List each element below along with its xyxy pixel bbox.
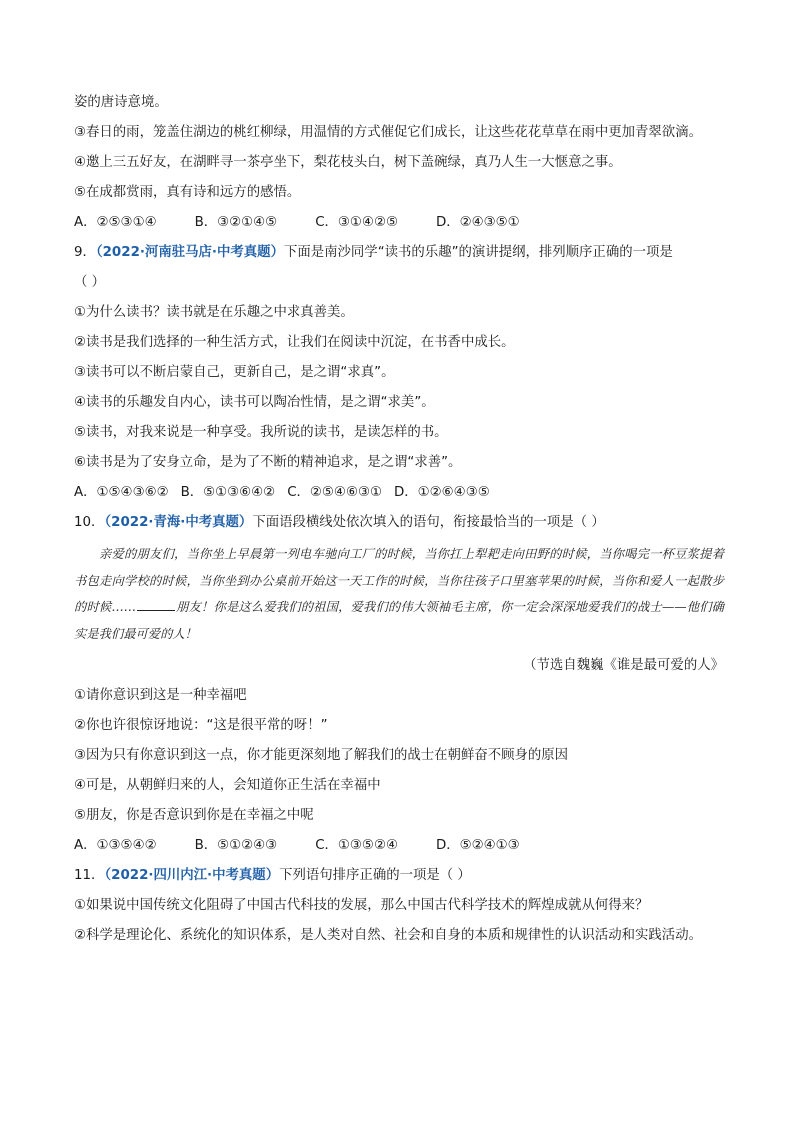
prev-question-continuation: 姿的唐诗意境。 [74,95,168,110]
q11-item-2: ②科学是理论化、系统化的知识体系，是人类对自然、社会和自身的本质和规律性的认识活动和实践活动。 [74,928,702,943]
q11-item-1: ①如果说中国传统文化阻碍了中国古代科技的发展，那么中国古代科学技术的辉煌成就从何得来？ [74,898,649,913]
q10-item-4: ④可是，从朝鲜归来的人，会知道你正生活在幸福中 [74,778,381,793]
q10-item-2: ②你也许很惊讶地说：“这是很平常的呀！” [74,718,328,733]
option-c: C．②⑤④⑥③① [287,485,382,500]
q10-fill-blank [137,599,175,611]
q10-stem-text: 下面语段横线处依次填入的语句，衔接最恰当的一项是（ ） [252,515,605,530]
q9-stem [74,238,724,268]
option-c: C．③①④②⑤ [315,215,398,230]
q9-number: 9． [74,245,96,260]
q11-stem-text: 下列语句排序正确的一项是（ ） [279,868,471,883]
q10-passage-before: 亲爱的朋友们，当你坐上早晨第一列电车驰向工厂的时候，当你扛上犁耙走向田野的时候，当你喝完一杯豆浆提着书包走向学校的时候，当你坐到办公桌前开始这一天工作的时候，当你往孩子口里塞苹果的时候，当你和爱人一起散步的时候…… [74,547,724,614]
option-b: B．⑤①②④③ [194,838,278,853]
option-d: D．②④③⑤① [435,215,520,230]
option-d: D．⑤②④①③ [435,838,520,853]
q10-stem [74,508,724,538]
q9-item-3: ③读书可以不断启蒙自己，更新自己，是之谓“求真”。 [74,365,395,380]
q11-source: （2022·四川内江·中考真题） [104,868,280,883]
q9-item-1: ①为什么读书？读书就是在乐趣之中求真善美。 [74,305,354,320]
q10-number: 10． [74,515,105,530]
q10-item-1: ①请你意识到这是一种幸福吧 [74,688,247,703]
q10-passage-after: 朋友！你是这么爱我们的祖国，爱我们的伟大领袖毛主席，你一定会深深地爱我们的战士——他们确实是我们最可爱的人！ [74,600,724,641]
q10-options [74,831,724,861]
prev-options [74,208,724,238]
q9-item-4: ④读书的乐趣发自内心，读书可以陶冶性情，是之谓“求美”。 [74,395,435,410]
q9-item-6: ⑥读书是为了安身立命，是为了不断的精神追求，是之谓“求善”。 [74,455,462,470]
q10-source: （2022·青海·中考真题） [104,515,253,530]
q9-item-5: ⑤读书，对我来说是一种享受。我所说的读书，是读怎样的书。 [74,425,448,440]
q11-stem [74,861,724,891]
option-a: A．①⑤④③⑥② [74,485,169,500]
q10-item-3: ③因为只有你意识到这一点，你才能更深刻地了解我们的战士在朝鲜奋不顾身的原因 [74,748,569,763]
prev-item-5: ⑤在成都赏雨，真有诗和远方的感悟。 [74,185,301,200]
option-b: B．③②①④⑤ [194,215,278,230]
prev-item-3: ③春日的雨，笼盖住湖边的桃红柳绿，用温情的方式催促它们成长，让这些花花草草在雨中更加青翠欲滴。 [74,125,702,140]
document-page [74,88,724,951]
q11-number: 11． [74,868,105,883]
option-b: B．⑤①③⑥④② [180,485,276,500]
option-a: A．①③⑤④② [74,838,157,853]
prev-item-4: ④邀上三五好友，在湖畔寻一茶亭坐下，梨花枝头白，树下盖碗绿，真乃人生一大惬意之事。 [74,155,622,170]
q10-citation: （节选自魏巍《谁是最可爱的人》 [523,658,724,673]
q9-options [74,478,724,508]
q9-source: （2022·河南驻马店·中考真题） [95,245,284,260]
q10-passage [74,541,724,647]
option-a: A．②⑤③①④ [74,215,157,230]
q9-answer-bracket: （ ） [74,275,106,290]
q10-item-5: ⑤朋友，你是否意识到你是在幸福之中呢 [74,808,314,823]
option-d: D．①②⑥④③⑤ [393,485,490,500]
q9-stem-text: 下面是南沙同学“读书的乐趣”的演讲提纲，排列顺序正确的一项是 [283,245,673,260]
q9-item-2: ②读书是我们选择的一种生活方式，让我们在阅读中沉淀，在书香中成长。 [74,335,515,350]
option-c: C．①③⑤②④ [315,838,398,853]
